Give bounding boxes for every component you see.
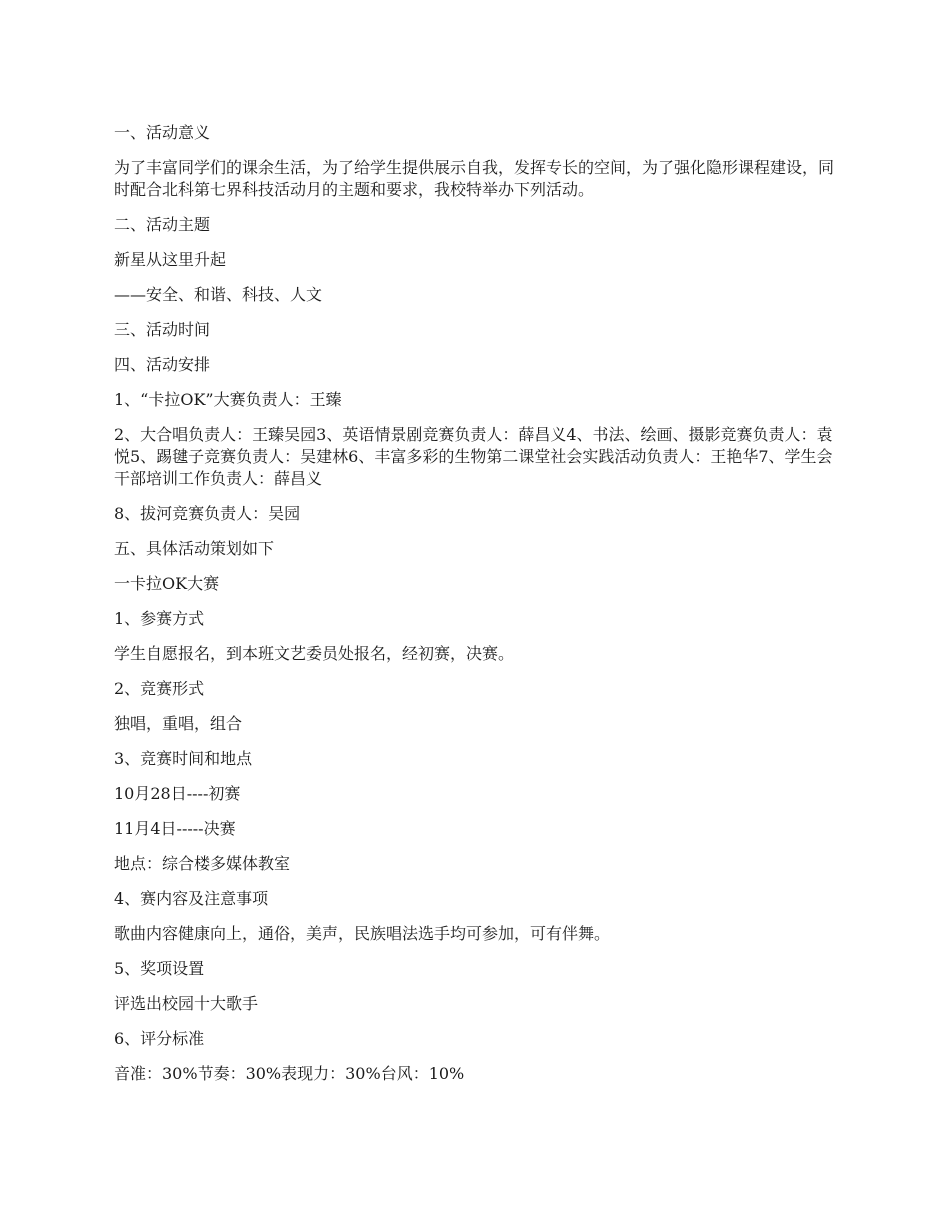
heading-detailed-plan: 五、具体活动策划如下 <box>114 539 275 558</box>
theme-subtitle: ——安全、和谐、科技、人文 <box>114 285 323 304</box>
subheading-scoring: 6、评分标准 <box>114 1029 205 1048</box>
subheading-participation: 1、参赛方式 <box>114 609 205 628</box>
arrangement-item-1: 1、“卡拉OK”大赛负责人：王臻 <box>114 390 342 409</box>
date-preliminary: 10月28日----初赛 <box>114 784 241 803</box>
heading-activity-theme: 二、活动主题 <box>114 215 211 234</box>
subheading-awards: 5、奖项设置 <box>114 959 205 978</box>
theme-title: 新星从这里升起 <box>114 250 227 269</box>
arrangement-item-8: 8、拔河竞赛负责人：吴园 <box>114 504 301 523</box>
heading-activity-arrangement: 四、活动安排 <box>114 355 211 374</box>
document-body <box>114 122 844 1098</box>
arrangement-items-2-7: 2、大合唱负责人：王臻吴园3、英语情景剧竞赛负责人：薛昌义4、书法、绘画、摄影竞赛负责人：袁悦5、踢毽子竞赛负责人：吴建林6、丰富多彩的生物第二课堂社会实践活动负责人：王艳华7、学生会干部培训工作负责人：薛昌义 <box>114 425 833 488</box>
venue: 地点：综合楼多媒体教室 <box>114 854 291 873</box>
date-final: 11月4日-----决赛 <box>114 819 236 838</box>
heading-activity-significance: 一、活动意义 <box>114 123 211 142</box>
subheading-content-notes: 4、赛内容及注意事项 <box>114 889 269 908</box>
paragraph-content-notes: 歌曲内容健康向上，通俗，美声，民族唱法选手均可参加，可有伴舞。 <box>114 924 611 943</box>
paragraph-awards: 评选出校园十大歌手 <box>114 994 259 1013</box>
paragraph-format: 独唱，重唱，组合 <box>114 714 243 733</box>
subheading-format: 2、竞赛形式 <box>114 679 205 698</box>
paragraph-significance: 为了丰富同学们的课余生活，为了给学生提供展示自我，发挥专长的空间，为了强化隐形课程建设，同时配合北科第七界科技活动月的主题和要求，我校特举办下列活动。 <box>114 158 835 199</box>
paragraph-participation: 学生自愿报名，到本班文艺委员处报名，经初赛，决赛。 <box>114 644 515 663</box>
section-karaoke-contest: 一卡拉OK大赛 <box>114 574 220 593</box>
heading-activity-time: 三、活动时间 <box>114 320 211 339</box>
subheading-time-place: 3、竞赛时间和地点 <box>114 749 253 768</box>
paragraph-scoring: 音准：30%节奏：30%表现力：30%台风：10% <box>114 1064 465 1083</box>
